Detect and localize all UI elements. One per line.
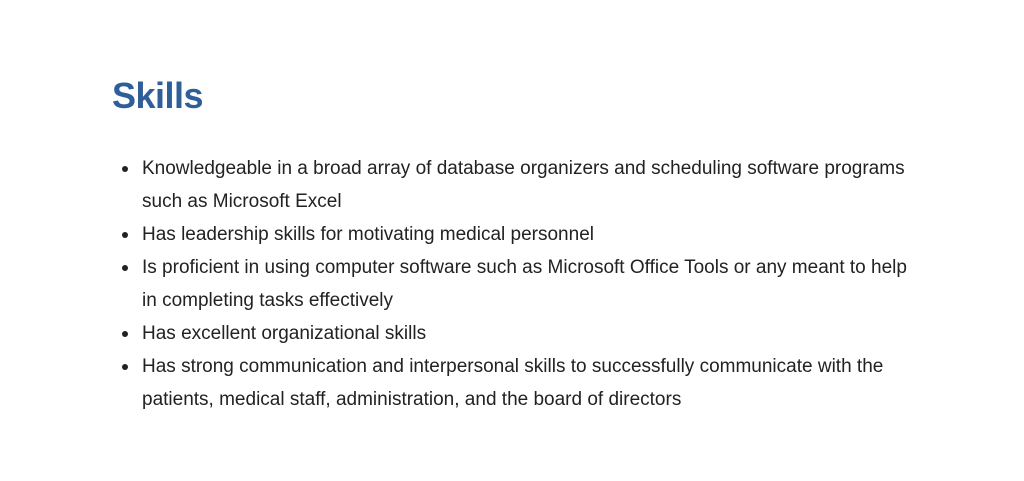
bullet-icon — [122, 166, 128, 172]
skills-list — [112, 152, 922, 416]
bullet-icon — [122, 265, 128, 271]
skill-text: Is proficient in using computer software such as Microsoft Office Tools or any meant to help in completing tasks effectively — [142, 257, 907, 311]
skill-text: Has strong communication and interpersonal skills to successfully communicate with the patients, medical staff, administration, and the board of directors — [142, 356, 884, 410]
bullet-icon — [122, 331, 128, 337]
section-title: Skills — [112, 75, 204, 116]
skill-text: Knowledgeable in a broad array of database organizers and scheduling software programs such as Microsoft Excel — [142, 158, 905, 212]
skill-item — [112, 350, 922, 416]
bullet-icon — [122, 364, 128, 370]
bullet-icon — [122, 232, 128, 238]
skill-item — [112, 218, 922, 251]
skill-item — [112, 152, 922, 218]
skill-item — [112, 251, 922, 317]
skill-item — [112, 317, 922, 350]
skill-text: Has excellent organizational skills — [142, 323, 427, 344]
skill-text: Has leadership skills for motivating medical personnel — [142, 224, 594, 245]
